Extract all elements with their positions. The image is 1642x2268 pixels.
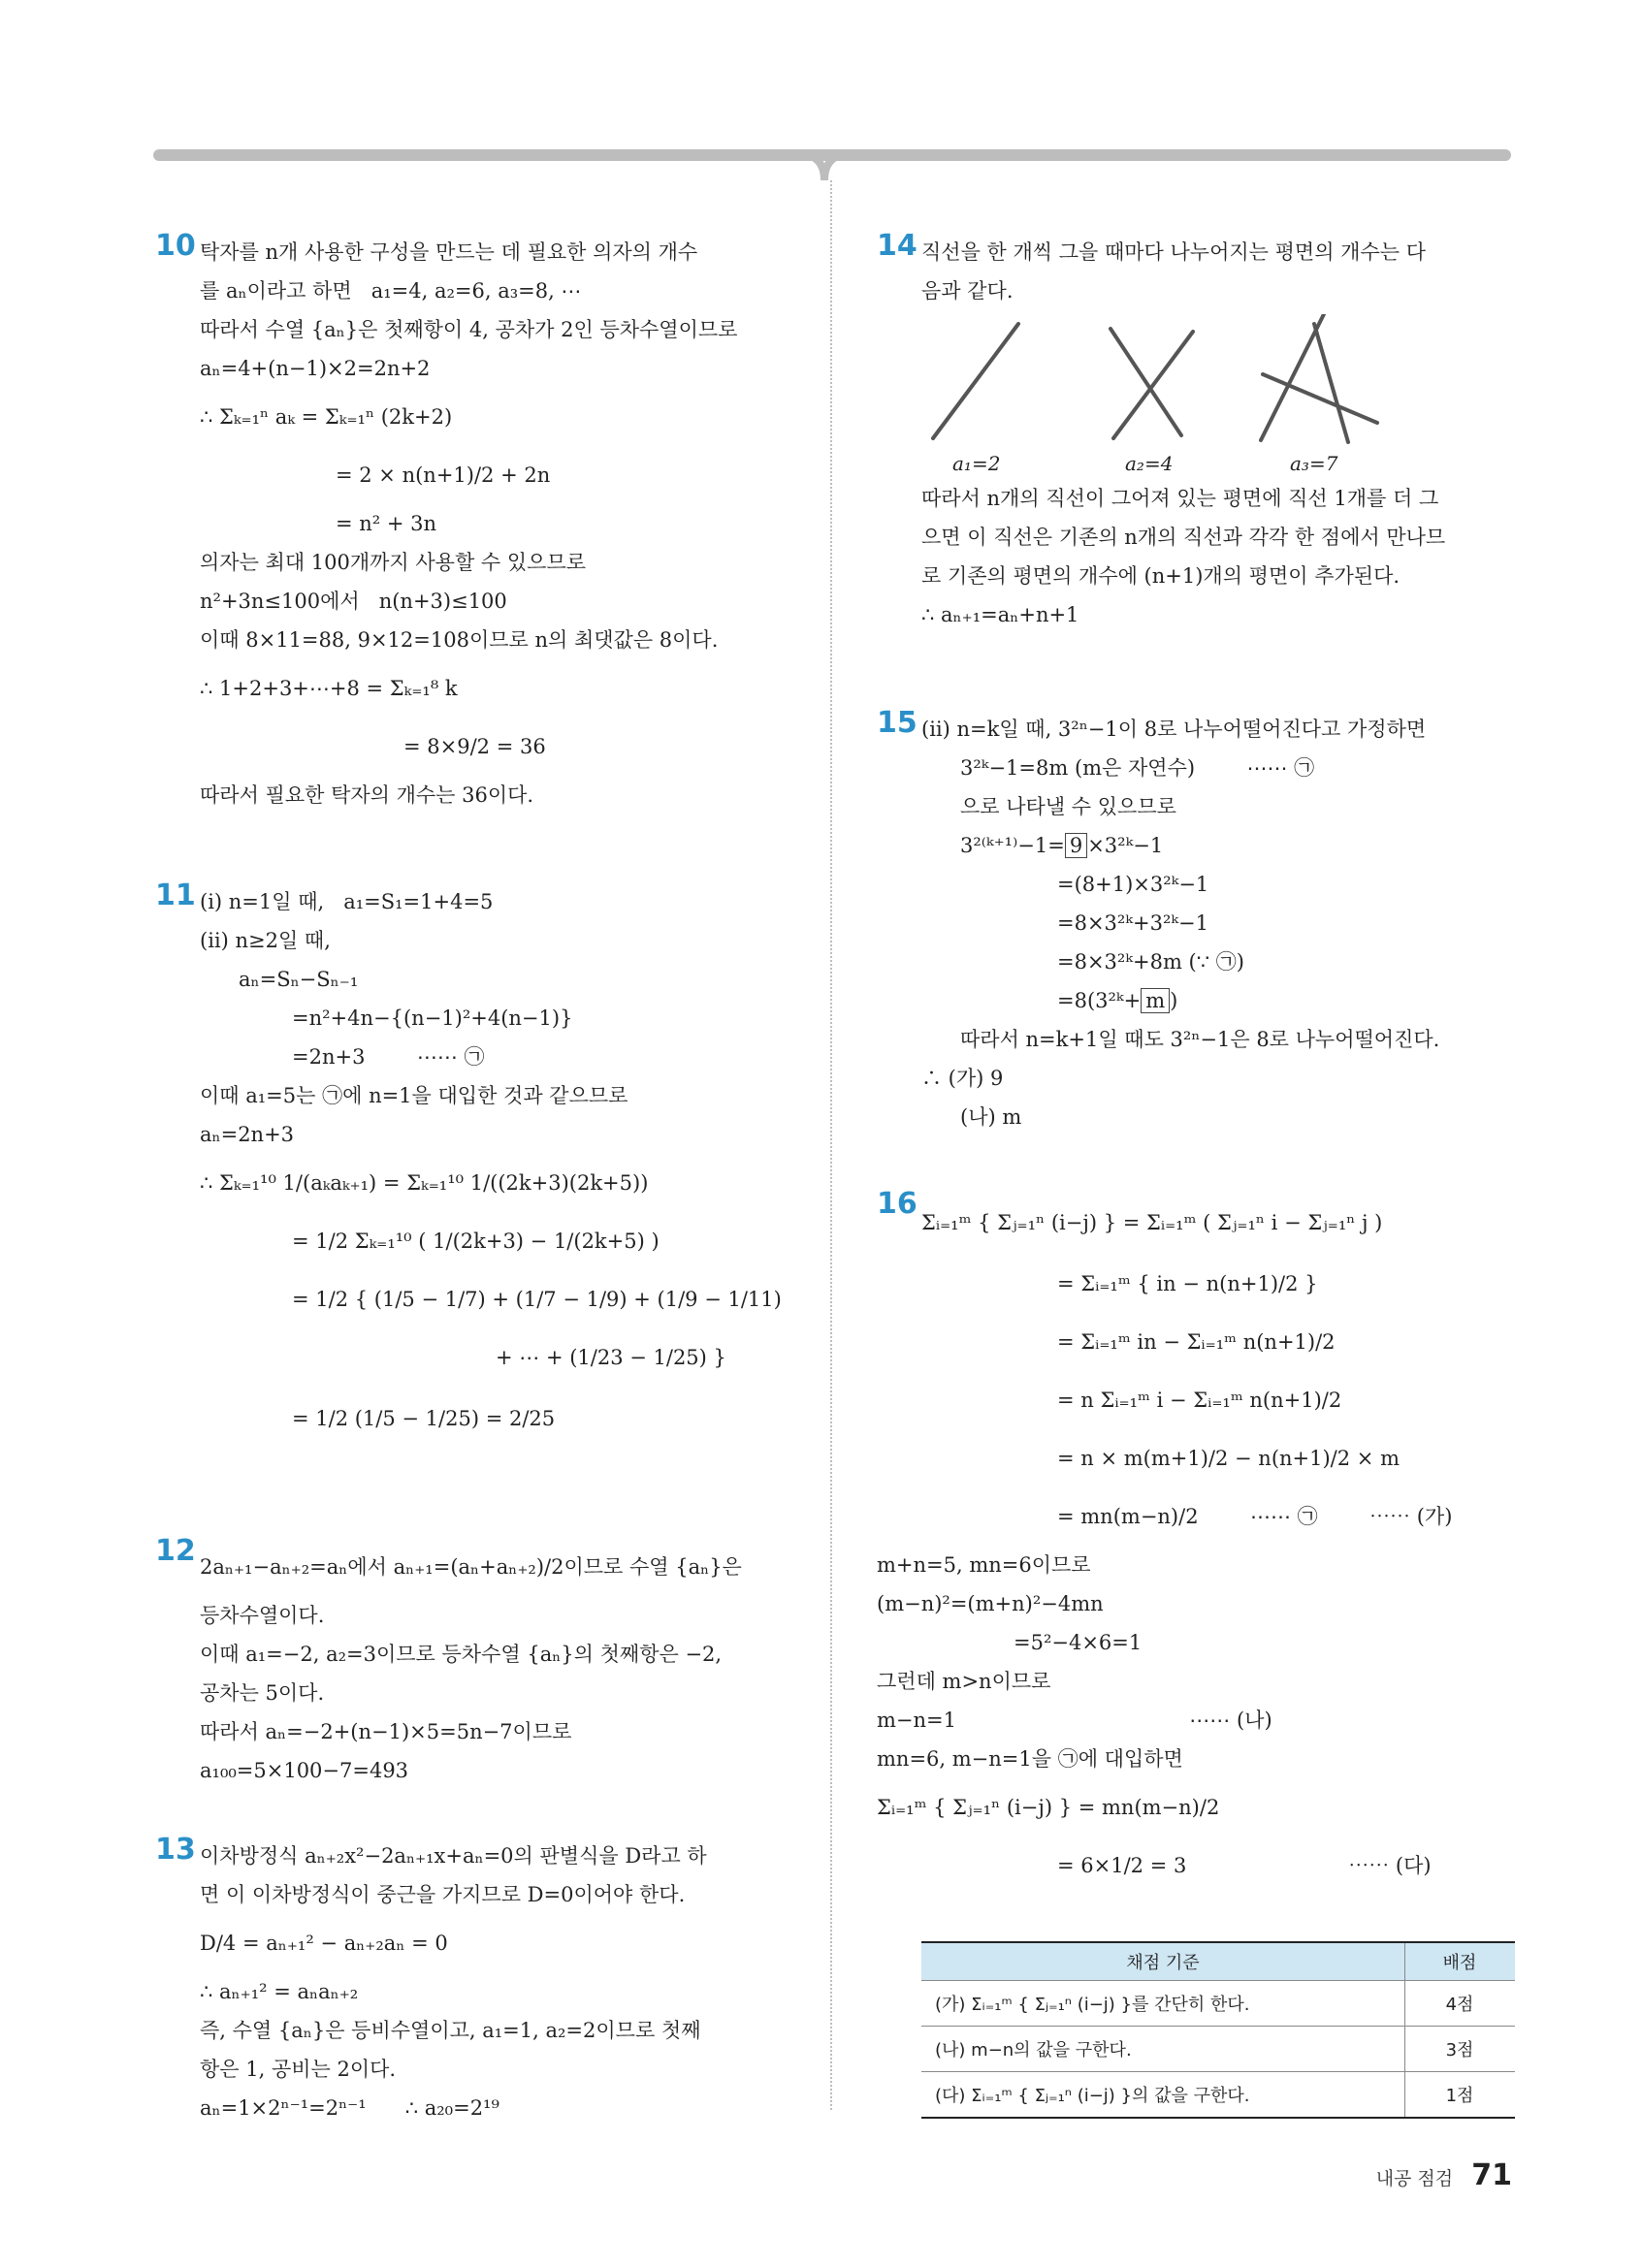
expr-part: ) [1170,989,1178,1012]
solution-line: 이때 a₁=−2, a₂=3이므로 등차수열 {aₙ}의 첫째항은 −2, [200,1643,723,1666]
solution-line: = Σᵢ₌₁ᵐ { in − n(n+1)/2 } [1057,1272,1318,1295]
solution-line: aₙ=4+(n−1)×2=2n+2 [200,357,431,380]
solution-body [200,882,801,1451]
solution-line: = 6×1/2 = 3 ⋯⋯ (다) [1057,1854,1432,1877]
solution-line [921,981,1523,1020]
solution-line: ∴ (가) 9 [921,1067,1004,1090]
solution-line: 즉, 수열 {aₙ}은 등비수열이고, a₁=1, a₂=2이므로 첫째 [200,2019,701,2042]
solution-line: 탁자를 n개 사용한 구성을 만드는 데 필요한 의자의 개수 [200,240,698,264]
criteria-cell: (다) Σᵢ₌₁ᵐ { Σⱼ₌₁ⁿ (i−j) }의 값을 구한다. [921,2072,1405,2119]
caption-a3: a₃=7 [1290,452,1338,475]
points-cell: 1점 [1405,2072,1516,2119]
line-a3-2 [1314,324,1348,442]
points-cell: 3점 [1405,2027,1516,2072]
solution-line: m+n=5, mn=6이므로 [877,1553,1091,1577]
line-a2-1 [1111,329,1181,435]
page-number: 71 [1471,2158,1512,2192]
line-diagrams [921,314,1523,460]
scoring-table [921,1941,1515,2119]
solution-line: 공차는 5이다. [200,1681,325,1705]
solution-line: 를 aₙ이라고 하면 a₁=4, a₂=6, a₃=8, ⋯ [200,279,582,303]
solution-line: = mn(m−n)/2 ⋯⋯ ㉠ ⋯⋯ (가) [1057,1505,1453,1528]
solution-line: =8×3²ᵏ+3²ᵏ−1 [1057,911,1208,935]
solution-line: 면 이 이차방정식이 중근을 가지므로 D=0이어야 한다. [200,1883,686,1906]
solution-body [200,1538,801,1790]
solution-line: Σᵢ₌₁ᵐ { Σⱼ₌₁ⁿ (i−j) } = Σᵢ₌₁ᵐ ( Σⱼ₌₁ⁿ i − Σⱼ₌₁ⁿ j ) [921,1211,1383,1234]
solution-line: (ⅱ) n=k일 때, 3²ⁿ−1이 8로 나누어떨어진다고 가정하면 [921,718,1427,741]
solution-line: =n²+4n−{(n−1)²+4(n−1)} [292,1006,573,1030]
solution-line: = 8×9/2 = 36 [403,735,546,758]
expr-part: ×3²ᵏ−1 [1087,834,1164,857]
solution-line: mn=6, m−n=1을 ㉠에 대입하면 [877,1747,1183,1771]
caption-a1: a₁=2 [952,452,1001,475]
solution-line: = n² + 3n [336,512,437,535]
caption-a2: a₂=4 [1125,452,1174,475]
solution-line: 으로 나타낼 수 있으므로 [960,795,1176,818]
solution-line: =5²−4×6=1 [1014,1631,1143,1654]
solution-line: =(8+1)×3²ᵏ−1 [1057,873,1209,896]
solution-line: 항은 1, 공비는 2이다. [200,2058,397,2081]
top-rule-notch [795,145,853,180]
problem-number: 12 [155,1534,196,1568]
solution-line: ∴ aₙ₊₁² = aₙaₙ₊₂ [200,1980,359,2003]
solution-line: = 1/2 { (1/5 − 1/7) + (1/7 − 1/9) + (1/9 − 1/11) [292,1288,782,1311]
table-row [921,2027,1515,2072]
solution-line: 3²ᵏ−1=8m (m은 자연수) ⋯⋯ ㉠ [960,756,1315,780]
problem-number: 11 [155,878,196,912]
solution-line: 2aₙ₊₁−aₙ₊₂=aₙ에서 aₙ₊₁=(aₙ+aₙ₊₂)/2이므로 수열 {aₙ}은 [200,1555,742,1579]
table-row [921,2072,1515,2119]
column-divider [830,180,832,2110]
solution-body [921,710,1523,1136]
solution-line: Σᵢ₌₁ᵐ { Σⱼ₌₁ⁿ (i−j) } = mn(m−n)/2 [877,1796,1220,1819]
solution-line: ∴ 1+2+3+⋯+8 = Σₖ₌₁⁸ k [200,677,458,700]
solution-line: (ⅱ) n≥2일 때, [200,929,331,952]
solution-line: = n Σᵢ₌₁ᵐ i − Σᵢ₌₁ᵐ n(n+1)/2 [1057,1389,1342,1412]
expr-part: 3²⁽ᵏ⁺¹⁾−1= [960,834,1065,857]
line-a1 [933,324,1018,438]
solution-line: aₙ=Sₙ−Sₙ₋₁ [239,968,359,991]
solution-line: 이때 a₁=5는 ㉠에 n=1을 대입한 것과 같으므로 [200,1084,628,1107]
solution-line: = 1/2 (1/5 − 1/25) = 2/25 [292,1407,556,1430]
solution-line: 이때 8×11=88, 9×12=108이므로 n의 최댓값은 8이다. [200,628,719,652]
solution-line: 따라서 n=k+1일 때도 3²ⁿ−1은 8로 나누어떨어진다. [960,1028,1440,1051]
solution-line: ∴ aₙ₊₁=aₙ+n+1 [921,603,1079,626]
answer-box-ga: 9 [1065,833,1087,858]
solution-line: aₙ=2n+3 [200,1123,295,1146]
points-header: 배점 [1405,1942,1516,1981]
solution-line: (m−n)²=(m+n)²−4mn [877,1592,1104,1615]
solution-line: aₙ=1×2ⁿ⁻¹=2ⁿ⁻¹ ∴ a₂₀=2¹⁹ [200,2096,499,2120]
problem-number: 13 [155,1833,196,1867]
problem-number: 14 [877,229,918,263]
criteria-header: 채점 기준 [921,1942,1405,1981]
page-footer [1376,2158,1512,2192]
points-cell: 4점 [1405,1981,1516,2027]
problem-number: 16 [877,1187,918,1221]
solution-line: = n × m(m+1)/2 − n(n+1)/2 × m [1057,1447,1400,1470]
solution-line: 따라서 수열 {aₙ}은 첫째항이 4, 공차가 2인 등차수열이므로 [200,318,738,341]
solution-line: 음과 같다. [921,279,1014,303]
solution-line: = 1/2 Σₖ₌₁¹⁰ ( 1/(2k+3) − 1/(2k+5) ) [292,1230,660,1253]
answer-box-na: m [1141,988,1170,1013]
solution-line: D/4 = aₙ₊₁² − aₙ₊₂aₙ = 0 [200,1932,448,1955]
solution-line: 등차수열이다. [200,1604,325,1627]
problem-number: 15 [877,706,918,740]
solution-line: 직선을 한 개씩 그을 때마다 나누어지는 평면의 개수는 다 [921,240,1426,264]
solution-line: 로 기존의 평면의 개수에 (n+1)개의 평면이 추가된다. [921,564,1401,588]
solution-line: a₁₀₀=5×100−7=493 [200,1759,409,1782]
solution-line: 따라서 aₙ=−2+(n−1)×5=5n−7이므로 [200,1720,572,1743]
solution-line: 이차방정식 aₙ₊₂x²−2aₙ₊₁x+aₙ=0의 판별식을 D라고 하 [200,1844,707,1868]
solution-line: ∴ Σₖ₌₁¹⁰ 1/(aₖaₖ₊₁) = Σₖ₌₁¹⁰ 1/((2k+3)(2k+5)) [200,1171,649,1195]
solution-line: =2n+3 ⋯⋯ ㉠ [292,1045,485,1069]
solution-body [200,233,801,815]
criteria-cell: (가) Σᵢ₌₁ᵐ { Σⱼ₌₁ⁿ (i−j) }를 간단히 한다. [921,1981,1405,2027]
solution-body [921,233,1523,634]
solution-line: + ⋯ + (1/23 − 1/25) } [496,1346,726,1369]
solution-line [921,826,1523,865]
line-division-figure [921,314,1523,479]
solution-line: 따라서 필요한 탁자의 개수는 36이다. [200,783,534,807]
problem-number: 10 [155,229,196,263]
solution-line: 그런데 m>n이므로 [877,1670,1051,1693]
table-row [921,1981,1515,2027]
solution-line: m−n=1 ⋯⋯ (나) [877,1709,1272,1732]
solution-line: 으면 이 직선은 기존의 n개의 직선과 각각 한 점에서 만나므 [921,526,1446,549]
solution-line: =8×3²ᵏ+8m (∵ ㉠) [1057,950,1244,974]
expr-part: =8(3²ᵏ+ [1057,989,1142,1012]
solution-line: = 2 × n(n+1)/2 + 2n [336,463,551,487]
table-header-row [921,1942,1515,1981]
solution-line: (나) m [960,1105,1022,1129]
solution-line: n²+3n≤100에서 n(n+3)≤100 [200,590,507,613]
solution-line: 의자는 최대 100개까지 사용할 수 있으므로 [200,551,587,574]
solution-line: = Σᵢ₌₁ᵐ in − Σᵢ₌₁ᵐ n(n+1)/2 [1057,1330,1336,1354]
section-label: 내공 점검 [1375,2168,1454,2189]
solution-line: 따라서 n개의 직선이 그어져 있는 평면에 직선 1개를 더 그 [921,487,1439,510]
solution-line: (ⅰ) n=1일 때, a₁=S₁=1+4=5 [200,890,494,913]
solution-line: ∴ Σₖ₌₁ⁿ aₖ = Σₖ₌₁ⁿ (2k+2) [200,405,453,429]
criteria-cell: (나) m−n의 값을 구한다. [921,2027,1405,2072]
solution-body [200,1837,801,2127]
